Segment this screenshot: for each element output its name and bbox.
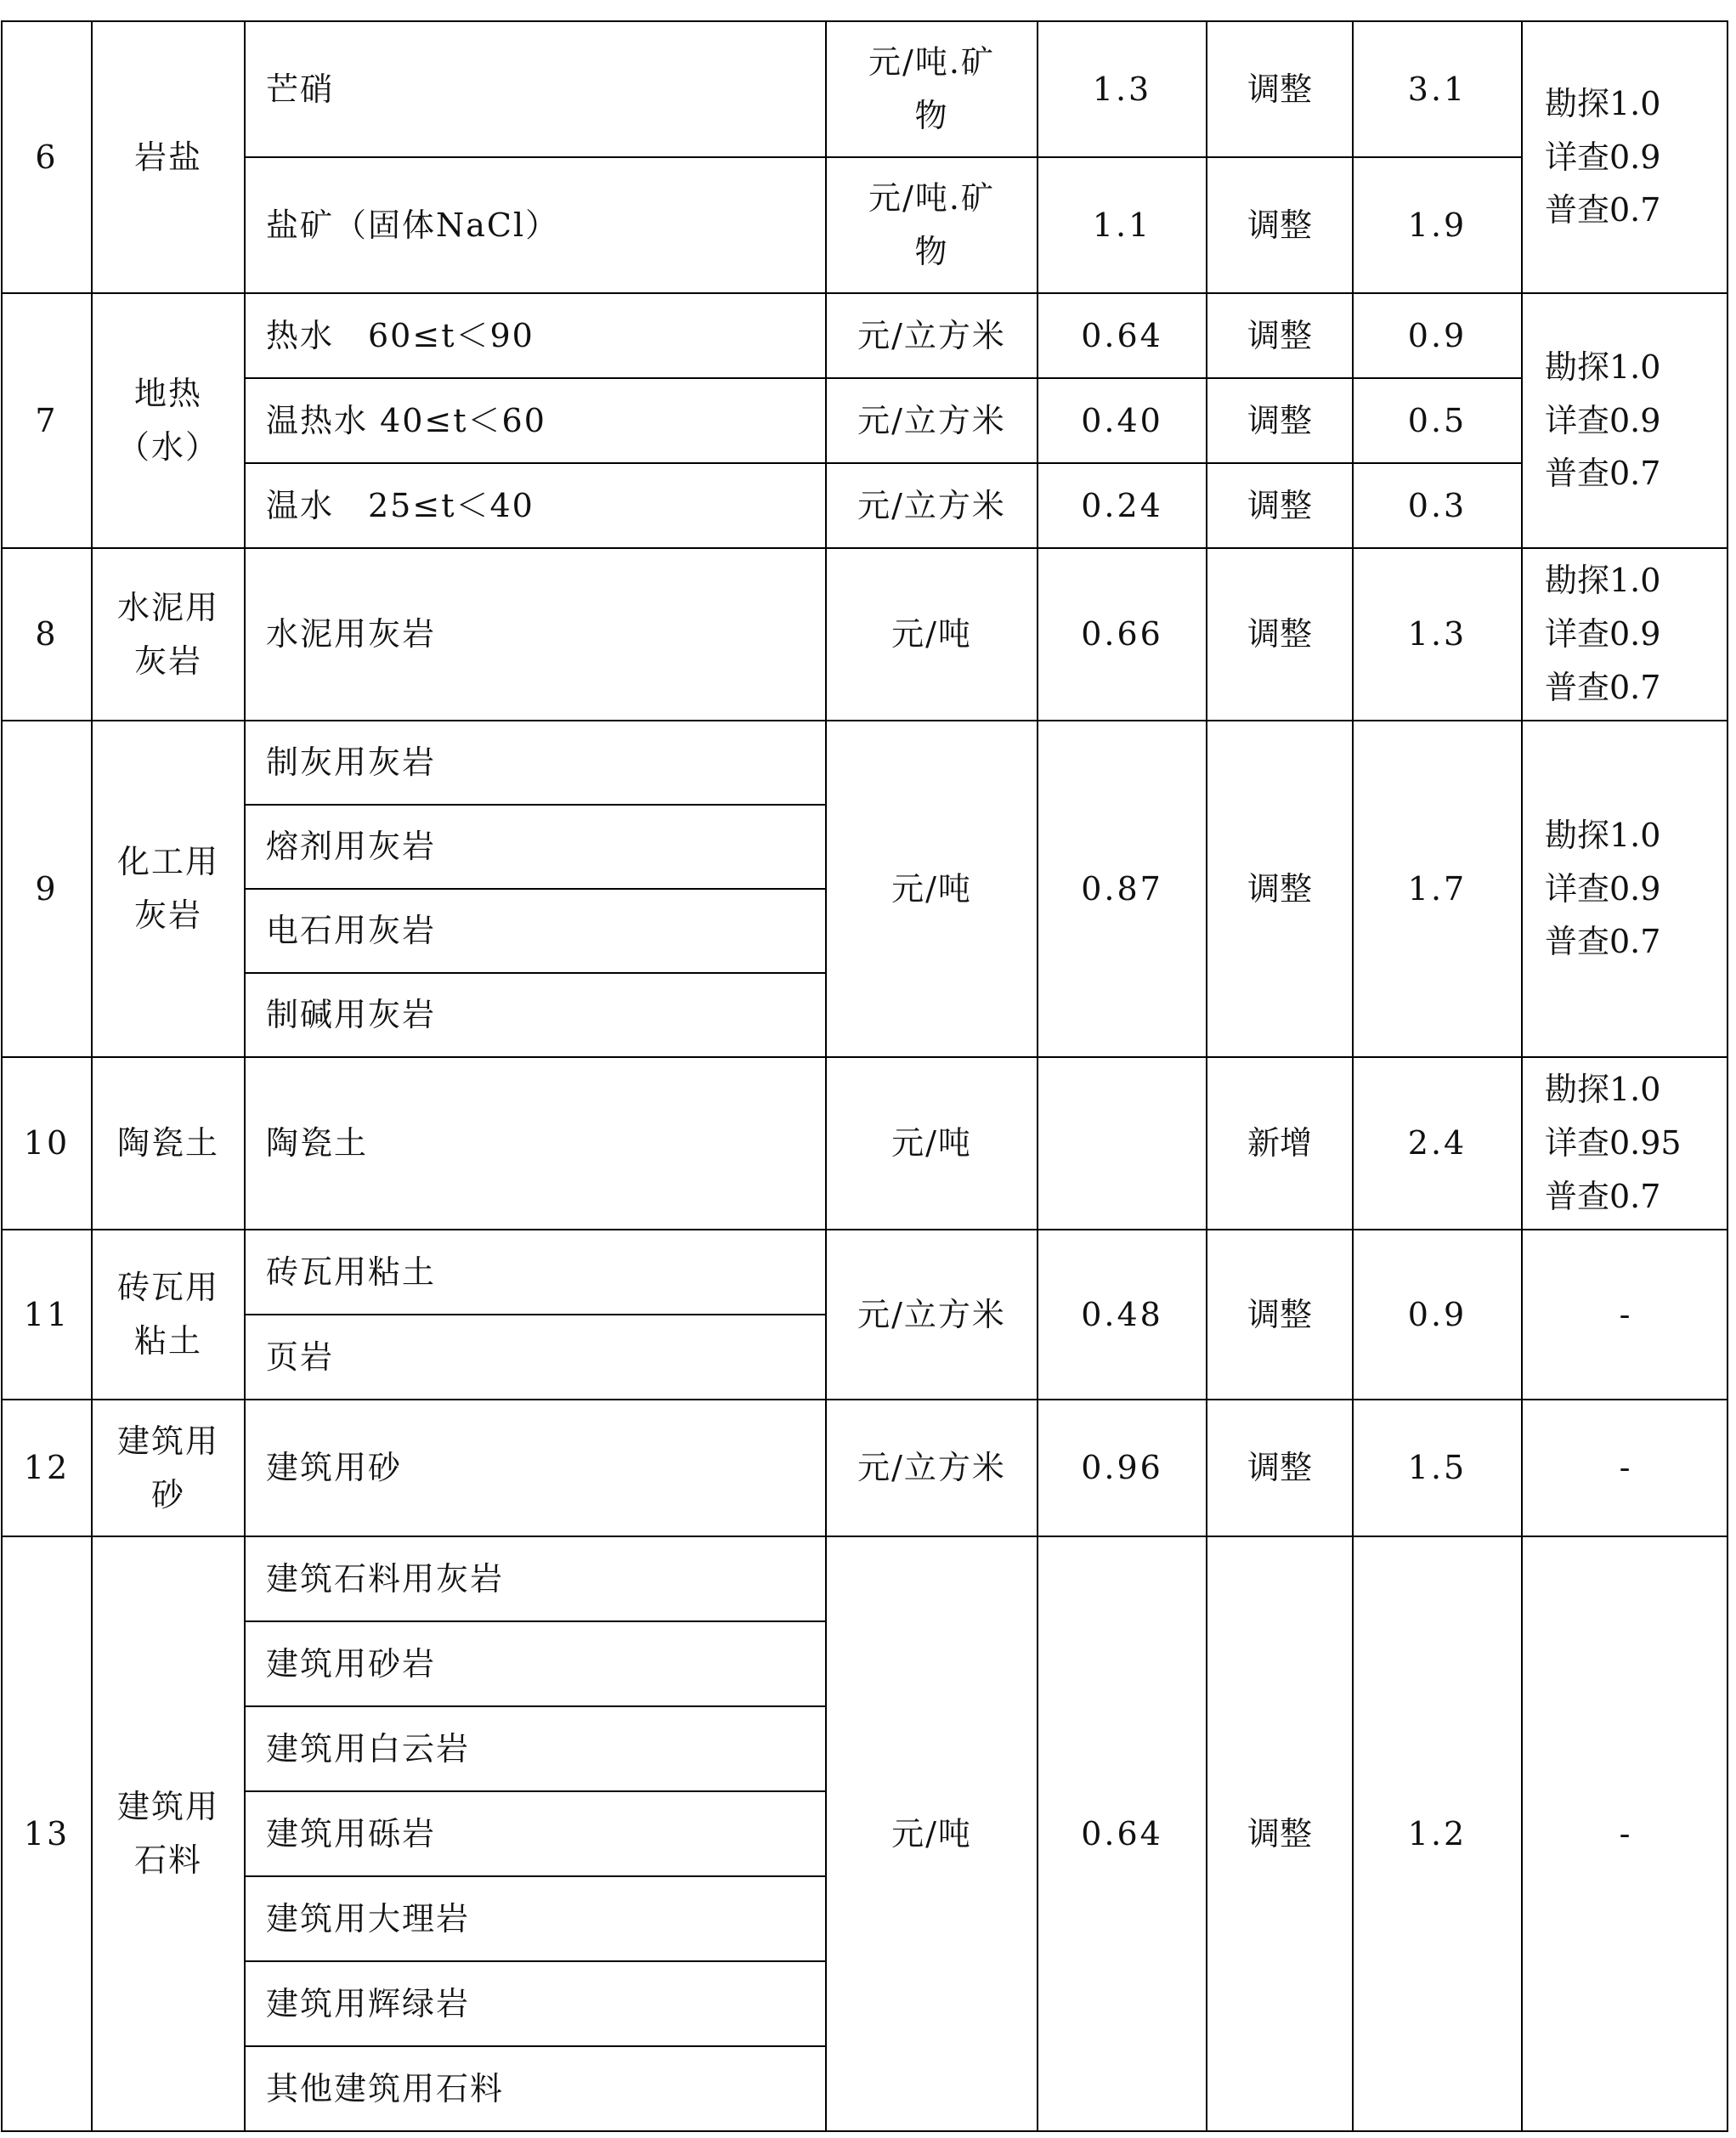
coefficient-line: 详查0.9 bbox=[1545, 138, 1661, 176]
mineral-name: 芒硝 bbox=[245, 21, 826, 157]
mineral-name: 建筑用砾岩 bbox=[245, 1791, 826, 1876]
coefficient-line: 勘探1.0 bbox=[1545, 84, 1661, 122]
table-row bbox=[2, 293, 1728, 378]
mineral-name: 建筑用砂 bbox=[245, 1400, 826, 1536]
mineral-name: 建筑用砂岩 bbox=[245, 1621, 826, 1706]
change-type: 调整 bbox=[1207, 1400, 1353, 1536]
mineral-category: 建筑用砂 bbox=[92, 1400, 245, 1536]
old-rate bbox=[1038, 1057, 1207, 1230]
coefficient-line: 普查0.7 bbox=[1545, 455, 1661, 493]
mineral-name: 盐矿（固体NaCl） bbox=[245, 157, 826, 293]
new-rate: 1.2 bbox=[1353, 1536, 1522, 2131]
mineral-category: 地热（水） bbox=[92, 293, 245, 548]
mineral-category: 岩盐 bbox=[92, 21, 245, 293]
mineral-name: 建筑用大理岩 bbox=[245, 1876, 826, 1961]
table-row bbox=[2, 157, 1728, 293]
table-row bbox=[2, 1400, 1728, 1536]
unit: 元/立方米 bbox=[826, 1400, 1038, 1536]
old-rate: 0.64 bbox=[1038, 1536, 1207, 2131]
new-rate: 1.9 bbox=[1353, 157, 1522, 293]
mineral-name: 熔剂用灰岩 bbox=[245, 805, 826, 889]
coefficient-cell bbox=[1522, 293, 1728, 548]
mineral-name: 电石用灰岩 bbox=[245, 889, 826, 973]
change-type: 调整 bbox=[1207, 721, 1353, 1057]
new-rate: 3.1 bbox=[1353, 21, 1522, 157]
unit: 元/立方米 bbox=[826, 463, 1038, 548]
coefficient-line: 详查0.9 bbox=[1545, 869, 1661, 908]
mineral-name: 热水 60≤t＜90 bbox=[245, 293, 826, 378]
unit: 元/吨 bbox=[826, 548, 1038, 721]
coefficient-cell bbox=[1522, 721, 1728, 1057]
change-type: 调整 bbox=[1207, 463, 1353, 548]
table-row bbox=[2, 463, 1728, 548]
table-row bbox=[2, 1057, 1728, 1230]
coefficient-cell bbox=[1522, 21, 1728, 293]
new-rate: 0.3 bbox=[1353, 463, 1522, 548]
coefficient-line: 详查0.9 bbox=[1545, 615, 1661, 653]
mineral-name: 温热水 40≤t＜60 bbox=[245, 378, 826, 463]
mineral-category: 建筑用石料 bbox=[92, 1536, 245, 2131]
unit: 元/吨 bbox=[826, 721, 1038, 1057]
table-row bbox=[2, 21, 1728, 157]
coefficient-dash: - bbox=[1522, 1536, 1728, 2131]
mineral-category: 化工用灰岩 bbox=[92, 721, 245, 1057]
unit: 元/立方米 bbox=[826, 378, 1038, 463]
unit: 元/立方米 bbox=[826, 1230, 1038, 1400]
row-number: 12 bbox=[2, 1400, 92, 1536]
new-rate: 1.7 bbox=[1353, 721, 1522, 1057]
row-number: 8 bbox=[2, 548, 92, 721]
row-number: 11 bbox=[2, 1230, 92, 1400]
old-rate: 1.3 bbox=[1038, 21, 1207, 157]
mineral-name: 陶瓷土 bbox=[245, 1057, 826, 1230]
change-type: 调整 bbox=[1207, 21, 1353, 157]
mineral-rate-table bbox=[1, 20, 1728, 2132]
old-rate: 0.48 bbox=[1038, 1230, 1207, 1400]
mineral-name: 砖瓦用粘土 bbox=[245, 1230, 826, 1315]
row-number: 7 bbox=[2, 293, 92, 548]
unit: 元/吨 bbox=[826, 1057, 1038, 1230]
row-number: 9 bbox=[2, 721, 92, 1057]
old-rate: 1.1 bbox=[1038, 157, 1207, 293]
mineral-name: 水泥用灰岩 bbox=[245, 548, 826, 721]
mineral-name: 制碱用灰岩 bbox=[245, 973, 826, 1057]
coefficient-dash: - bbox=[1522, 1230, 1728, 1400]
coefficient-line: 详查0.95 bbox=[1545, 1124, 1682, 1162]
coefficient-dash: - bbox=[1522, 1400, 1728, 1536]
mineral-name: 制灰用灰岩 bbox=[245, 721, 826, 805]
coefficient-line: 勘探1.0 bbox=[1545, 1071, 1661, 1109]
old-rate: 0.24 bbox=[1038, 463, 1207, 548]
mineral-name: 建筑石料用灰岩 bbox=[245, 1536, 826, 1621]
new-rate: 2.4 bbox=[1353, 1057, 1522, 1230]
unit: 元/吨.矿物 bbox=[826, 157, 1038, 293]
coefficient-line: 普查0.7 bbox=[1545, 1177, 1661, 1215]
coefficient-line: 普查0.7 bbox=[1545, 923, 1661, 961]
change-type: 调整 bbox=[1207, 1536, 1353, 2131]
change-type: 调整 bbox=[1207, 548, 1353, 721]
table-row bbox=[2, 548, 1728, 721]
coefficient-line: 勘探1.0 bbox=[1545, 816, 1661, 854]
coefficient-line: 普查0.7 bbox=[1545, 668, 1661, 706]
table-row bbox=[2, 378, 1728, 463]
coefficient-line: 勘探1.0 bbox=[1545, 348, 1661, 386]
row-number: 13 bbox=[2, 1536, 92, 2131]
mineral-name: 建筑用辉绿岩 bbox=[245, 1961, 826, 2046]
table-row bbox=[2, 1536, 1728, 1621]
coefficient-line: 普查0.7 bbox=[1545, 191, 1661, 229]
row-number: 10 bbox=[2, 1057, 92, 1230]
new-rate: 0.9 bbox=[1353, 1230, 1522, 1400]
new-rate: 1.3 bbox=[1353, 548, 1522, 721]
coefficient-cell bbox=[1522, 548, 1728, 721]
coefficient-line: 勘探1.0 bbox=[1545, 562, 1661, 600]
change-type: 调整 bbox=[1207, 157, 1353, 293]
row-number: 6 bbox=[2, 21, 92, 293]
change-type: 调整 bbox=[1207, 1230, 1353, 1400]
new-rate: 1.5 bbox=[1353, 1400, 1522, 1536]
mineral-name: 温水 25≤t＜40 bbox=[245, 463, 826, 548]
mineral-category: 陶瓷土 bbox=[92, 1057, 245, 1230]
mineral-name: 建筑用白云岩 bbox=[245, 1706, 826, 1791]
old-rate: 0.66 bbox=[1038, 548, 1207, 721]
mineral-category: 砖瓦用粘土 bbox=[92, 1230, 245, 1400]
unit: 元/吨.矿物 bbox=[826, 21, 1038, 157]
unit: 元/吨 bbox=[826, 1536, 1038, 2131]
table-row bbox=[2, 1230, 1728, 1315]
coefficient-cell bbox=[1522, 1057, 1728, 1230]
change-type: 调整 bbox=[1207, 378, 1353, 463]
new-rate: 0.9 bbox=[1353, 293, 1522, 378]
mineral-name: 其他建筑用石料 bbox=[245, 2046, 826, 2131]
new-rate: 0.5 bbox=[1353, 378, 1522, 463]
change-type: 新增 bbox=[1207, 1057, 1353, 1230]
old-rate: 0.64 bbox=[1038, 293, 1207, 378]
old-rate: 0.87 bbox=[1038, 721, 1207, 1057]
unit: 元/立方米 bbox=[826, 293, 1038, 378]
old-rate: 0.96 bbox=[1038, 1400, 1207, 1536]
coefficient-line: 详查0.9 bbox=[1545, 401, 1661, 439]
mineral-name: 页岩 bbox=[245, 1315, 826, 1400]
mineral-category: 水泥用灰岩 bbox=[92, 548, 245, 721]
table-row bbox=[2, 721, 1728, 805]
old-rate: 0.40 bbox=[1038, 378, 1207, 463]
change-type: 调整 bbox=[1207, 293, 1353, 378]
